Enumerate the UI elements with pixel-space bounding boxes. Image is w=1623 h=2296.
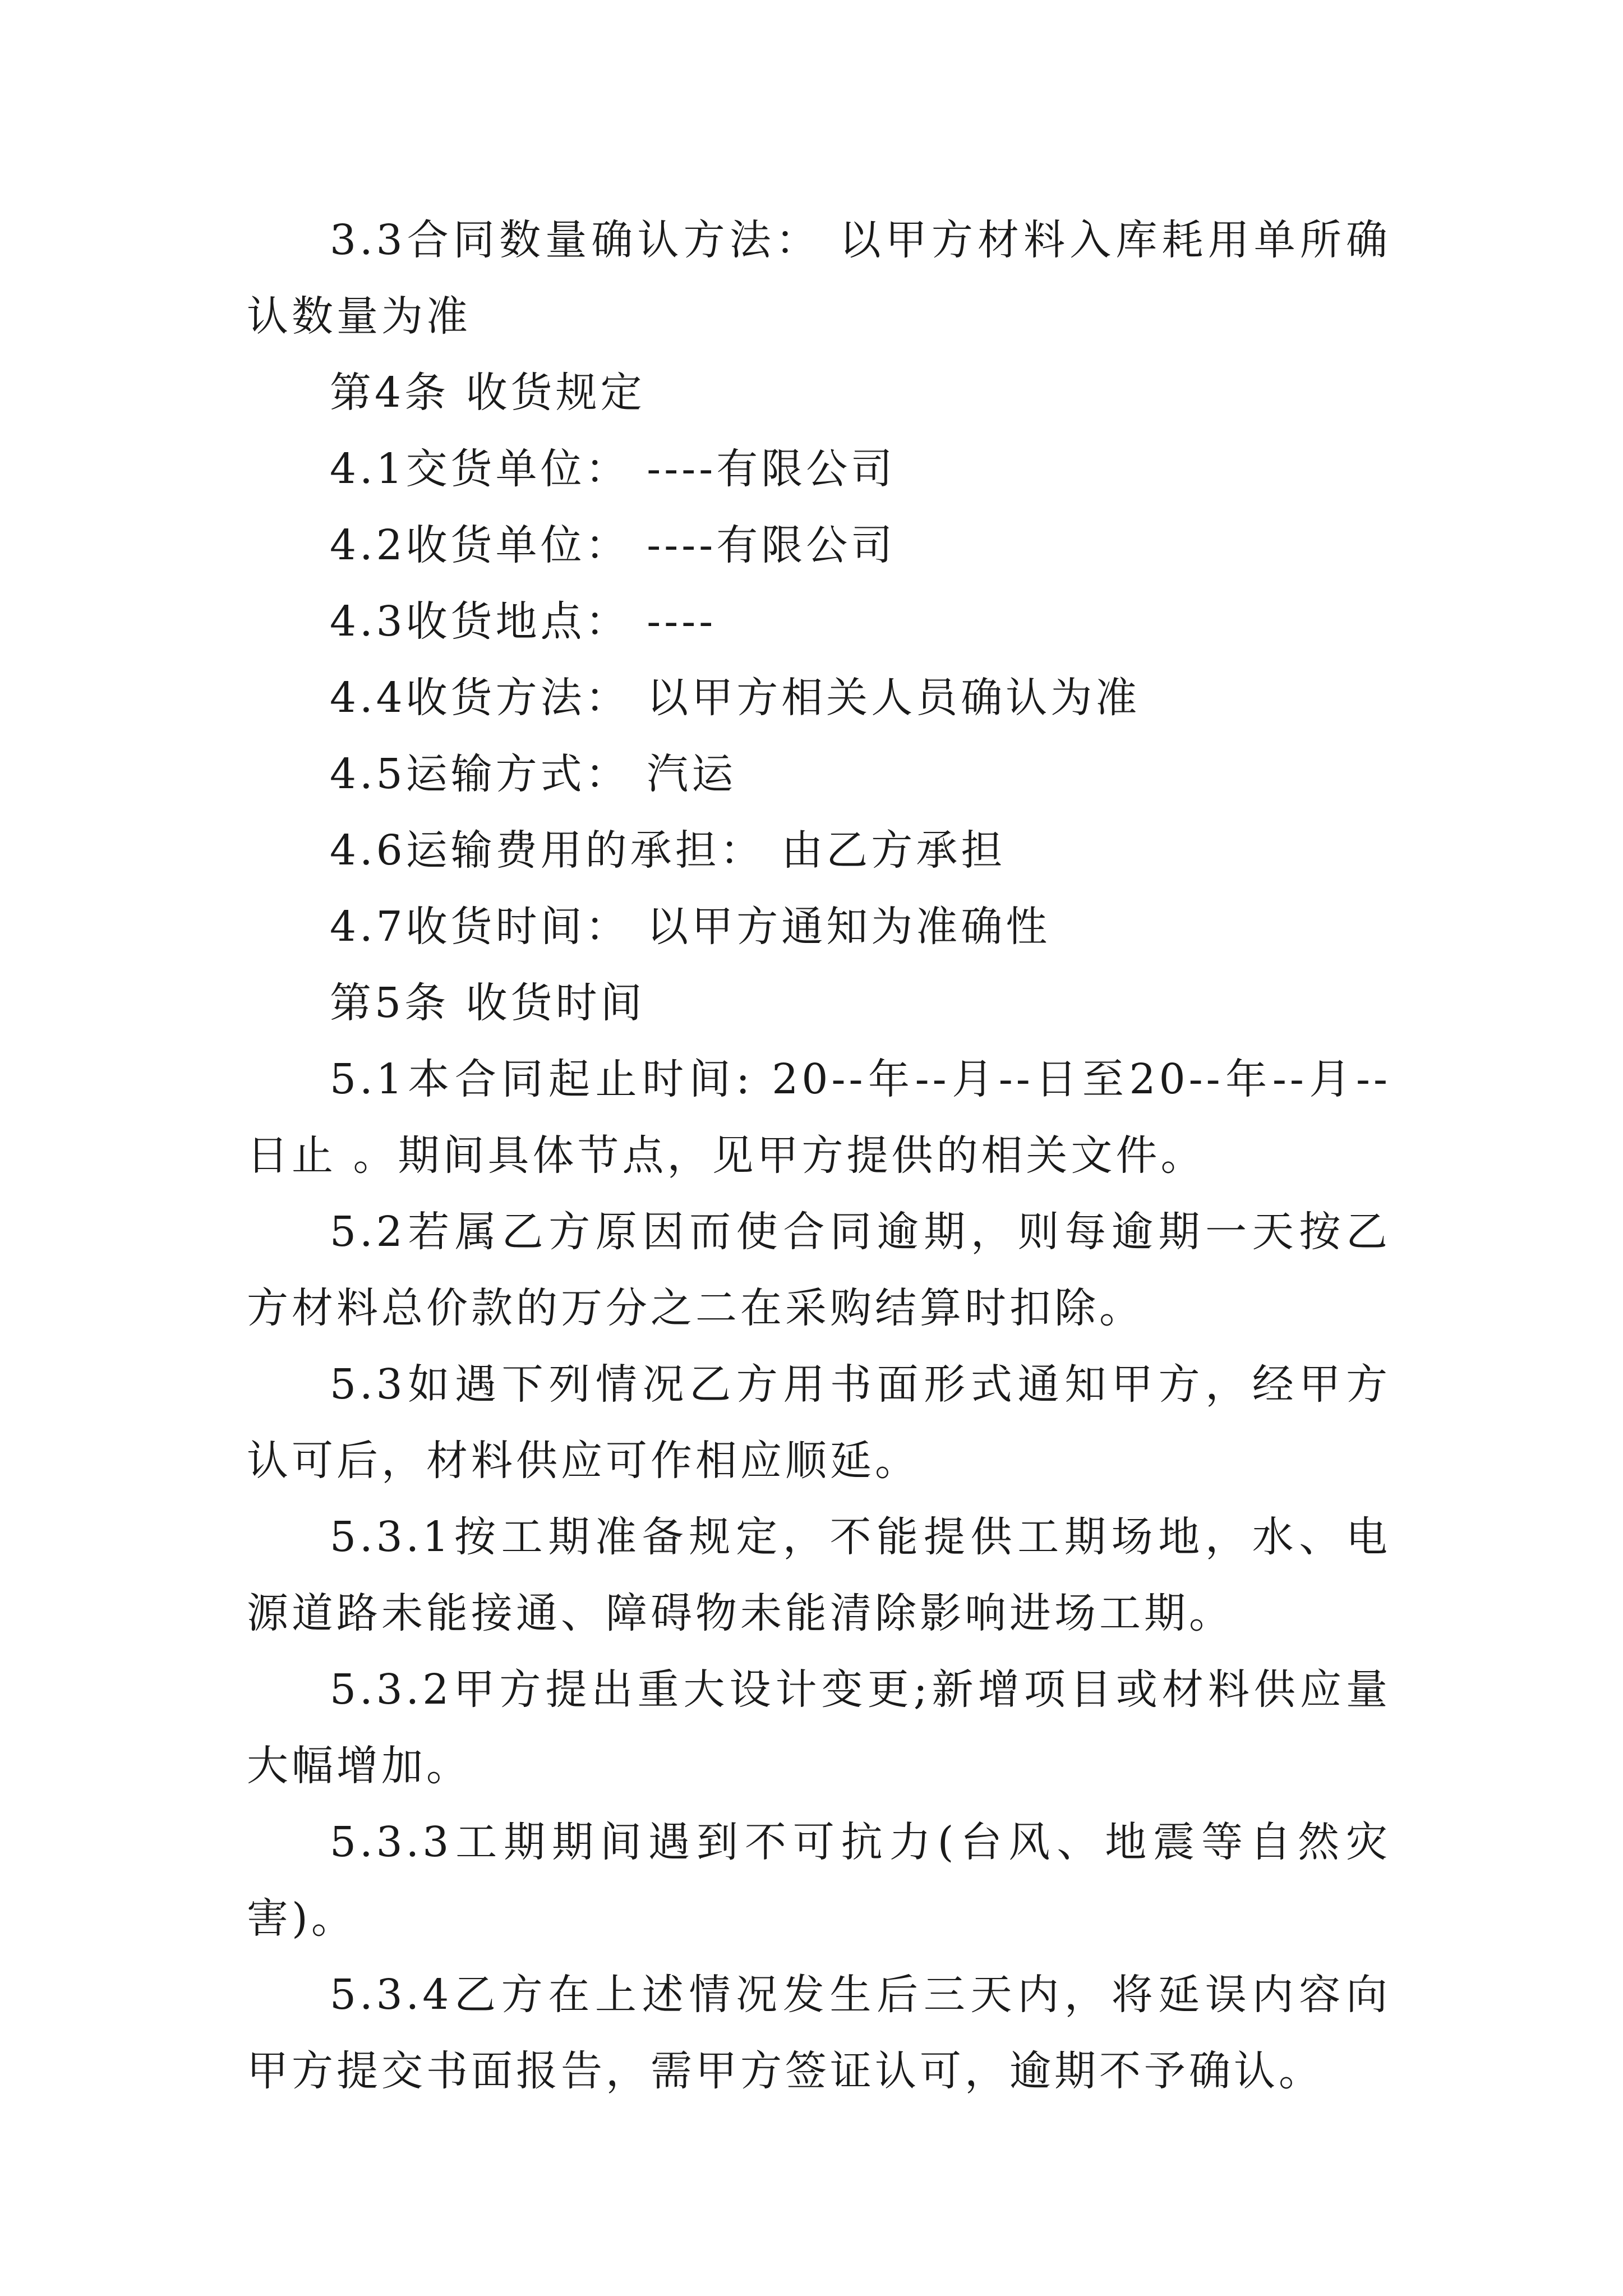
- clause-4-6: 4.6运输费用的承担： 由乙方承担: [330, 826, 1006, 875]
- clause-4-4: 4.4收货方法： 以甲方相关人员确认为准: [330, 674, 1141, 722]
- clause-5-3-4: 5.3.4乙方在上述情况发生后三天内，将延误内容向甲方提交书面报告，需甲方签证认可，逾期不予确认。: [247, 1971, 1391, 2095]
- clause-4-7: 4.7收货时间： 以甲方通知为准确性: [330, 903, 1051, 951]
- clause-4-1: 4.1交货单位： ----有限公司: [330, 445, 896, 493]
- clause-5-2: 5.2若属乙方原因而使合同逾期，则每逾期一天按乙方材料总价款的万分之二在采购结算时扣除。: [247, 1208, 1391, 1332]
- clause-4-3: 4.3收货地点： ----: [330, 597, 717, 646]
- clause-4-2: 4.2收货单位： ----有限公司: [330, 521, 896, 569]
- clause-5-1: 5.1本合同起止时间: 20--年--月--日至20--年--月--日止 。期间具体节点，见甲方提供的相关文件。: [247, 1055, 1391, 1180]
- clause-5-3-1: 5.3.1按工期准备规定，不能提供工期场地，水、电源道路未能接通、障碍物未能清除影响进场工期。: [247, 1513, 1391, 1637]
- document-body: [247, 202, 1391, 2109]
- clause-3-3: 3.3合同数量确认方法： 以甲方材料入库耗用单所确认数量为准: [247, 216, 1391, 341]
- clause-4-5: 4.5运输方式： 汽运: [330, 750, 737, 798]
- clause-5-3-2: 5.3.2甲方提出重大设计变更;新增项目或材料供应量大幅增加。: [247, 1665, 1391, 1790]
- clause-5-3-3: 5.3.3工期期间遇到不可抗力(台风、地震等自然灾害)。: [247, 1818, 1391, 1943]
- article-4-heading: 第4条 收货规定: [330, 369, 645, 417]
- clause-5-3: 5.3如遇下列情况乙方用书面形式通知甲方，经甲方认可后，材料供应可作相应顺延。: [247, 1360, 1391, 1485]
- article-5-heading: 第5条 收货时间: [330, 979, 645, 1027]
